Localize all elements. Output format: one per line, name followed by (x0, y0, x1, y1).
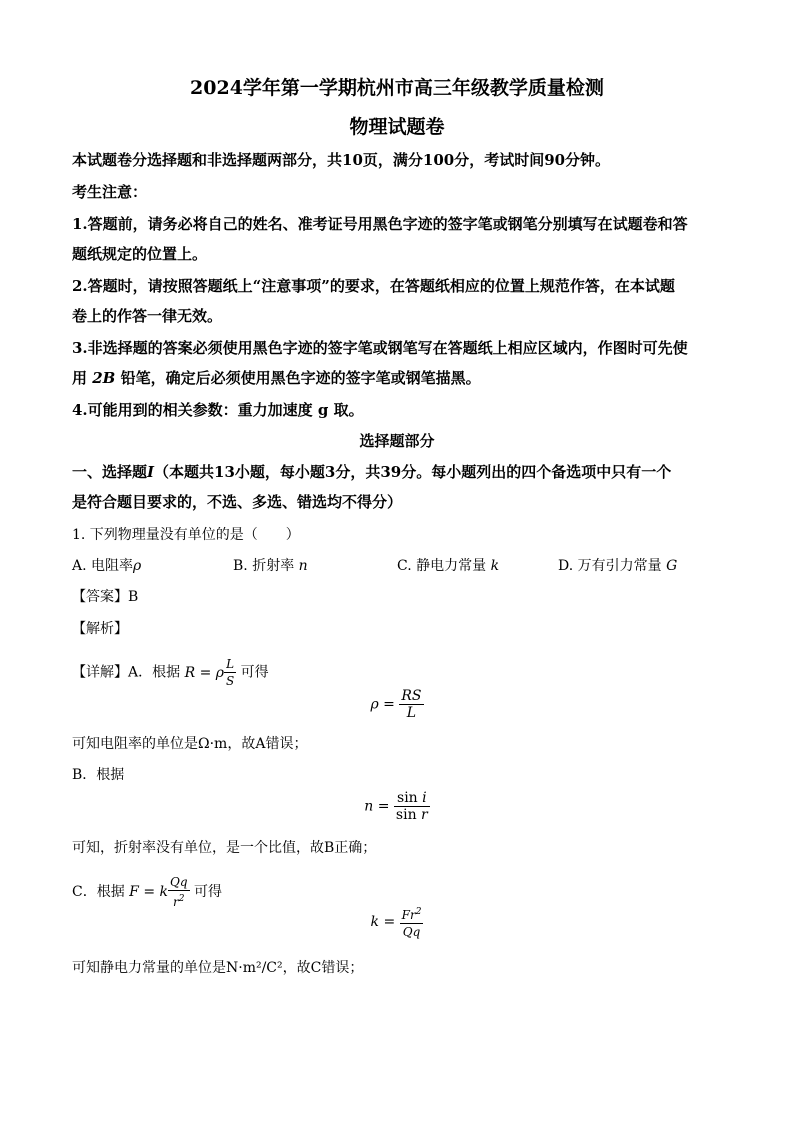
option-d (558, 556, 677, 576)
answer-tag: 【答案】 (72, 589, 128, 605)
detail-tag: 【详解】 (72, 664, 128, 681)
part1-line-1 (72, 462, 671, 482)
conclusion-c-unit: N·m²/C² (226, 960, 283, 976)
option-a (72, 556, 141, 576)
detail-a-line (72, 656, 269, 689)
detail-c-pre: C．根据 (72, 884, 125, 900)
notice-item-1-line-1: 1.答题前，请务必将自己的姓名、准考证号用黑色字迹的签字笔或钢笔分别填写在试题卷和答 (72, 215, 688, 233)
option-c-label: C. 静电力常量 (397, 558, 487, 574)
intro-text: 本试题卷分选择题和非选择题两部分，共10页，满分100分，考试时间90分钟。 (72, 151, 611, 169)
notice-item-2-line-2: 卷上的作答一律无效。 (72, 307, 223, 325)
analysis-tag: 【解析】 (72, 621, 128, 637)
option-b-label: B. 折射率 (233, 558, 295, 574)
part1-numeral: I (147, 463, 155, 481)
part1-description: （本题共13小题，每小题3分，共39分。每小题列出的四个备选项中只有一个 (154, 463, 672, 481)
formula-resistance: R = ρ $\frac{L}{S}$ (184, 657, 235, 688)
conclusion-c-text: 可知静电力常量的单位是 (72, 960, 226, 976)
answer-line (72, 587, 138, 607)
notice-heading: 考生注意： (72, 183, 148, 201)
conclusion-a (72, 734, 307, 754)
conclusion-a-post: ，故A错误； (227, 736, 308, 752)
conclusion-c (72, 958, 363, 978)
notice-item-3-pre: 用 (72, 369, 88, 387)
formula-resistivity: ρ = $\frac{RS}{L}$ (370, 688, 422, 721)
notice-item-3-post: 铅笔，确定后必须使用黑色字迹的签字笔或钢笔描黑。 (120, 369, 481, 387)
notice-item-3-line-2 (72, 368, 481, 388)
conclusion-b: 可知，折射率没有单位，是一个比值，故B正确； (72, 840, 377, 856)
option-a-symbol: ρ (133, 558, 142, 574)
pencil-grade: 2B (92, 369, 116, 387)
detail-c-post: 可得 (193, 884, 222, 900)
part1-line-2: 是符合题目要求的，不选、多选、错选均不得分） (72, 493, 403, 511)
formula-coulomb: F = k $\frac{Qq}{r^2}$ (129, 875, 188, 909)
notice-item-2-line-1: 2.答题时，请按照答题纸上“注意事项”的要求，在答题纸相应的位置上规范作答，在本试题 (72, 277, 675, 295)
detail-a-pre: A．根据 (128, 664, 181, 681)
exam-title: 2024学年第一学期杭州市高三年级教学质量检测 (190, 77, 604, 99)
formula-coulomb-constant: k = $\frac{Fr^2}{Qq}$ (0, 904, 794, 940)
notice-item-1-line-2: 题纸规定的位置上。 (72, 245, 208, 263)
question-1-stem: 1. 下列物理量没有单位的是（ ） (72, 527, 300, 543)
option-d-symbol: G (666, 558, 678, 574)
option-b-symbol: n (298, 558, 308, 574)
detail-a-post: 可得 (240, 664, 269, 681)
notice-item-3-line-1: 3.非选择题的答案必须使用黑色字迹的签字笔或钢笔写在答题纸上相应区域内，作图时可先使 (72, 339, 688, 357)
conclusion-a-text: 可知电阻率的单位是 (72, 736, 198, 752)
conclusion-c-post: ，故C错误； (282, 960, 364, 976)
conclusion-a-unit: Ω·m (198, 736, 228, 752)
answer-value: B (128, 589, 139, 605)
notice-item-4: 4.可能用到的相关参数：重力加速度 g 取。 (72, 401, 364, 419)
formula-refraction: n = $\frac{\text{sin i}}{\text{sin r}}$ (364, 790, 428, 823)
option-b (233, 556, 308, 576)
part1-label: 一、选择题 (72, 463, 148, 481)
detail-b: B．根据 (72, 767, 125, 783)
option-c-symbol: k (490, 558, 500, 574)
exam-subtitle: 物理试题卷 (349, 116, 445, 138)
option-d-label: D. 万有引力常量 (558, 558, 662, 574)
option-c (397, 556, 499, 576)
option-a-label: A. 电阻率 (72, 558, 134, 574)
section-heading: 选择题部分 (359, 432, 435, 450)
